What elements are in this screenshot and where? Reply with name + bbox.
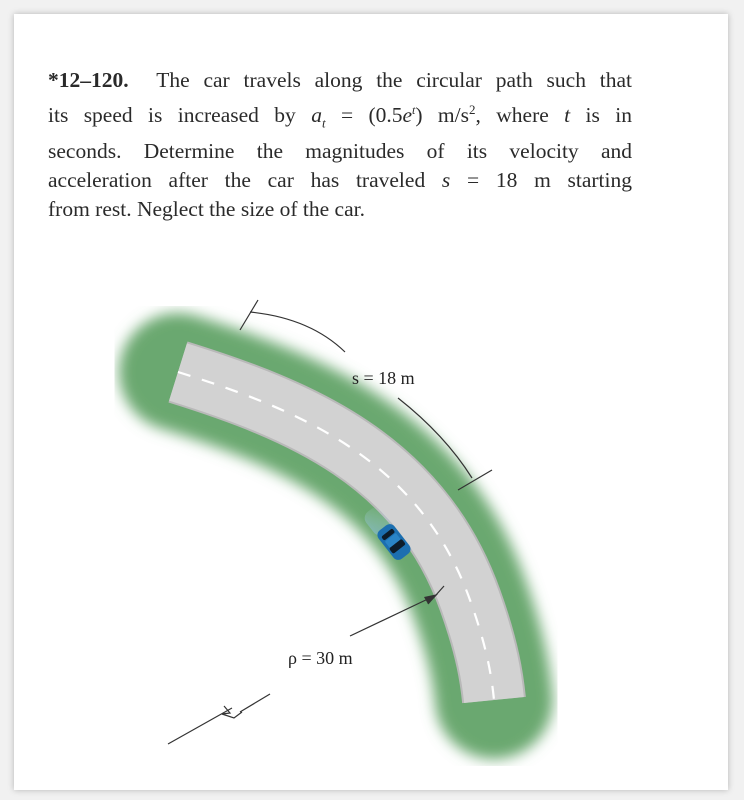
problem-line-3: seconds. Determine the magnitudes of its velocity and [48,139,632,164]
radius-label: ρ = 30 m [288,648,353,668]
problem-line-5: from rest. Neglect the size of the car. [48,197,365,222]
radius-line-upper [240,694,270,712]
arc-length-label: s = 18 m [352,368,415,388]
s-start-tick [240,300,258,330]
problem-number: *12–120. [48,68,129,92]
problem-line-2: its speed is increased by $a_t = (0.5e^t)$ $m/s^2$, where t is in [48,102,632,131]
problem-line-1: *12–120. The car travels along the circular path such that [48,68,632,92]
problem-line-4: acceleration after the car has traveled s = 18 m starting [48,168,632,193]
